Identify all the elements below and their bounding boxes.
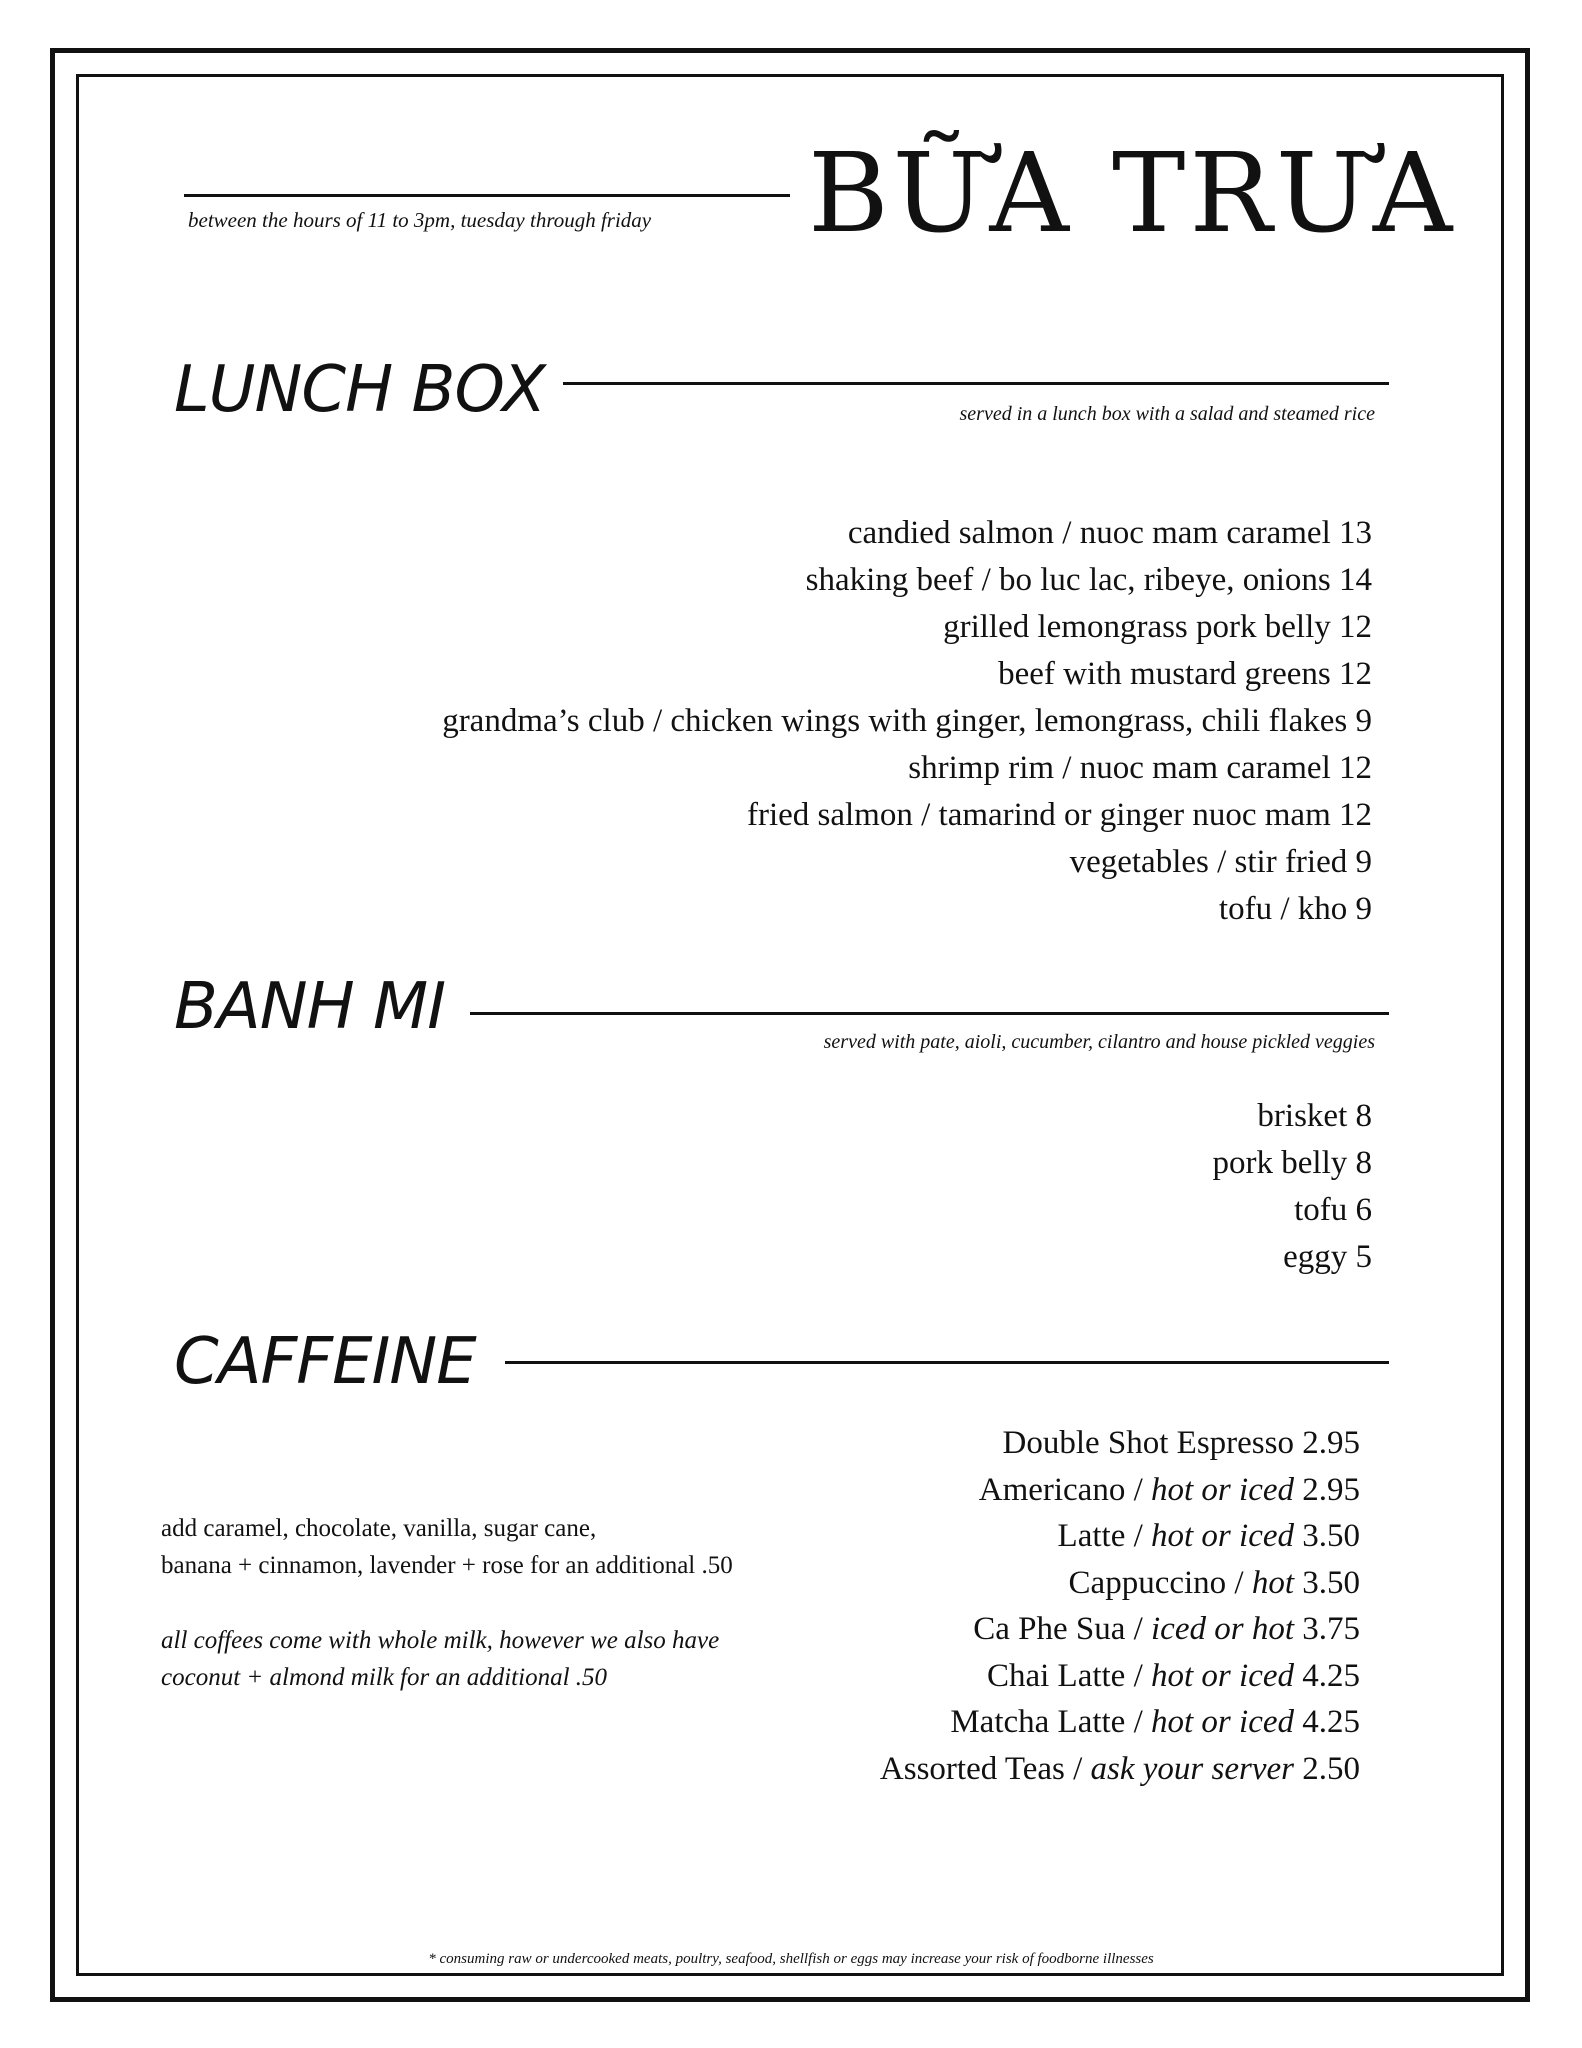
list-item [880, 1699, 1360, 1746]
item-modifier: hot [1251, 1564, 1294, 1601]
caffeine-heading: CAFFEINE [174, 1325, 476, 1399]
lunch-box-rule [563, 382, 1389, 385]
list-item: pork belly 8 [1212, 1145, 1372, 1181]
list-item: brisket 8 [1257, 1098, 1372, 1134]
flavor-addons-note [161, 1510, 733, 1584]
list-item: beef with mustard greens 12 [998, 656, 1372, 692]
caffeine-rule [505, 1361, 1389, 1364]
item-price: 3.75 [1302, 1611, 1360, 1647]
item-name: Latte / [1057, 1518, 1143, 1554]
header-rule [184, 194, 790, 197]
item-price: 2.95 [1302, 1471, 1360, 1508]
list-item [880, 1513, 1360, 1560]
item-name: Assorted Teas / [879, 1750, 1083, 1787]
hours-note: between the hours of 11 to 3pm, tuesday through friday [188, 208, 652, 232]
list-item: candied salmon / nuoc mam caramel 13 [847, 515, 1372, 551]
banh-mi-rule [470, 1012, 1389, 1015]
caffeine-list [880, 1420, 1360, 1792]
list-item [880, 1560, 1360, 1607]
item-modifier: ask your server [1090, 1750, 1294, 1787]
banh-mi-list [1213, 1093, 1372, 1281]
item-modifier: hot or iced [1151, 1471, 1294, 1508]
banh-mi-note: served with pate, aioli, cucumber, cilantro and house pickled veggies [823, 1031, 1375, 1053]
food-safety-disclaimer: * consuming raw or undercooked meats, poultry, seafood, shellfish or eggs may increase your risk of foodborne illnesses [428, 1951, 1154, 1967]
item-name: Cappuccino / [1068, 1564, 1244, 1601]
list-item: tofu / kho 9 [1218, 891, 1372, 927]
list-item [880, 1653, 1360, 1700]
lunch-box-note: served in a lunch box with a salad and steamed rice [959, 403, 1375, 425]
menu-title: BỮA TRƯA [808, 129, 1457, 257]
item-modifier: hot or iced [1151, 1518, 1294, 1554]
item-modifier: iced or hot [1151, 1611, 1294, 1647]
lunch-box-heading: LUNCH BOX [174, 353, 545, 427]
list-item [880, 1746, 1360, 1793]
milk-line: coconut + almond milk for an additional .50 [161, 1664, 608, 1691]
item-price: 4.25 [1302, 1657, 1360, 1694]
list-item: eggy 5 [1283, 1239, 1372, 1275]
item-modifier: hot or iced [1151, 1657, 1294, 1694]
list-item: shaking beef / bo luc lac, ribeye, onions 14 [805, 562, 1372, 598]
item-name: Matcha Latte / [950, 1704, 1143, 1740]
milk-line: all coffees come with whole milk, however we also have [161, 1627, 720, 1654]
item-name: Double Shot Espresso [1002, 1425, 1294, 1461]
item-price: 2.95 [1302, 1425, 1360, 1461]
item-name: Americano / [978, 1471, 1143, 1508]
item-price: 3.50 [1302, 1564, 1360, 1601]
item-price: 3.50 [1302, 1518, 1360, 1554]
list-item [880, 1467, 1360, 1514]
item-modifier: hot or iced [1151, 1704, 1294, 1740]
list-item: shrimp rim / nuoc mam caramel 12 [908, 750, 1372, 786]
item-name: Chai Latte / [986, 1657, 1143, 1694]
list-item [880, 1606, 1360, 1653]
list-item: grandma’s club / chicken wings with ginger, lemongrass, chili flakes 9 [442, 703, 1372, 739]
list-item [880, 1420, 1360, 1467]
list-item: tofu 6 [1294, 1192, 1372, 1228]
item-price: 2.50 [1302, 1750, 1360, 1787]
list-item: vegetables / stir fried 9 [1069, 844, 1372, 880]
item-price: 4.25 [1302, 1704, 1360, 1740]
addon-line: add caramel, chocolate, vanilla, sugar cane, [161, 1515, 597, 1542]
list-item: fried salmon / tamarind or ginger nuoc mam 12 [746, 797, 1372, 833]
list-item: grilled lemongrass pork belly 12 [943, 609, 1372, 645]
banh-mi-heading: BANH MI [174, 970, 446, 1044]
milk-note [161, 1622, 719, 1696]
addon-line: banana + cinnamon, lavender + rose for an additional .50 [161, 1552, 733, 1579]
lunch-box-list [442, 510, 1372, 933]
item-name: Ca Phe Sua / [973, 1611, 1143, 1647]
